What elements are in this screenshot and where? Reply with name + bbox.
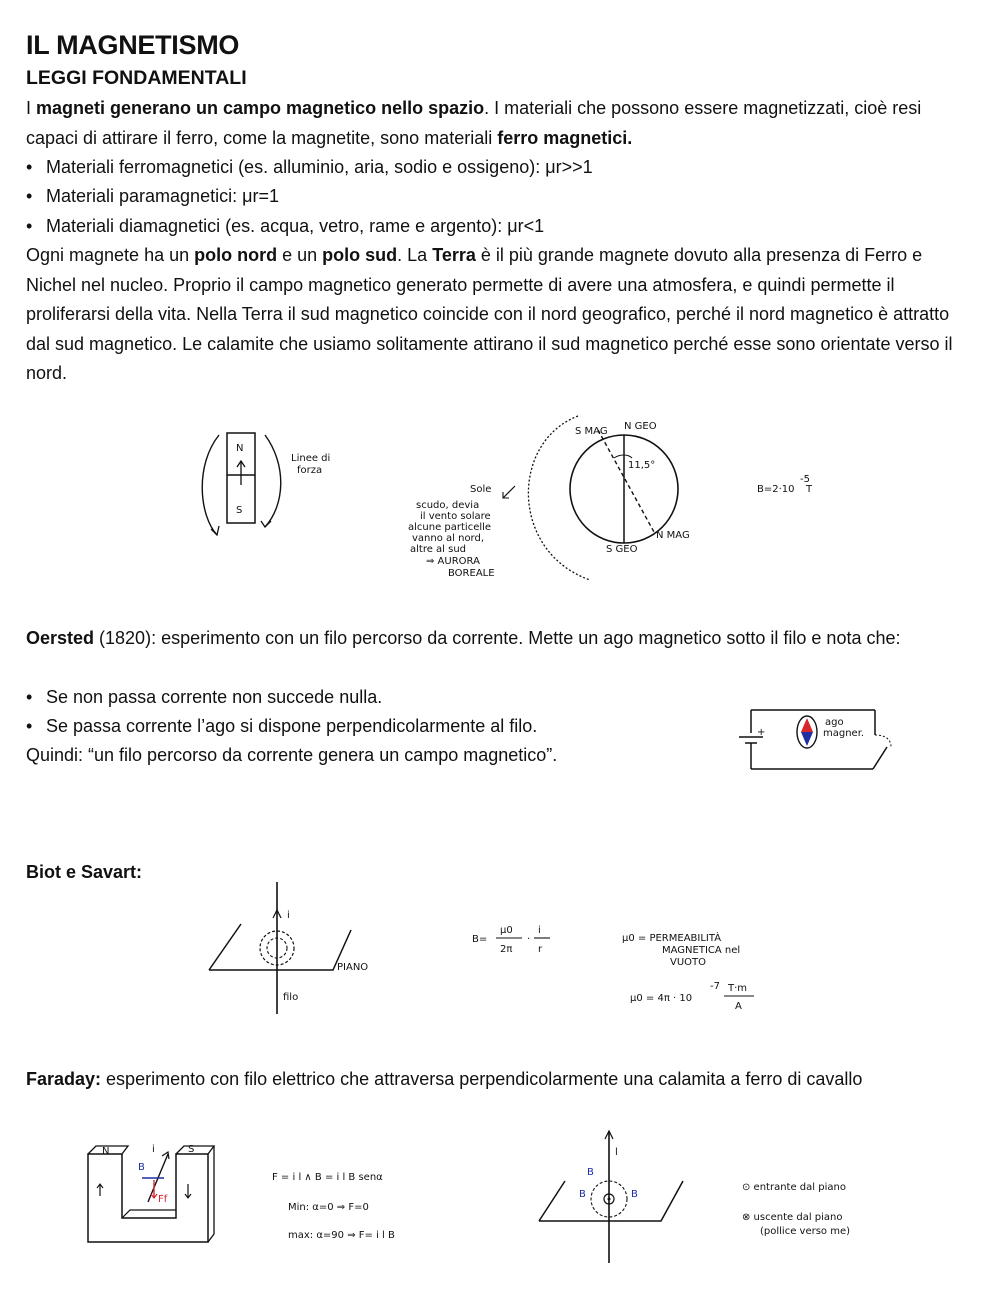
- svg-text:B=2·10: B=2·10: [757, 484, 795, 495]
- svg-text:scudo, devia: scudo, devia: [416, 500, 480, 511]
- north-label: N: [236, 443, 244, 454]
- faraday-force-formulas: [270, 1160, 450, 1250]
- svg-text:T·m: T·m: [728, 983, 748, 994]
- permeability-definition: [620, 925, 790, 1020]
- faraday-magnet-sketch: [80, 1140, 220, 1250]
- svg-text:B: B: [579, 1189, 586, 1200]
- svg-text:altre al sud: altre al sud: [410, 544, 467, 555]
- faraday-paragraph: Faraday: esperimento con filo elettrico che attraversa perpendicolarmente una calamita a ferro di cavallo: [26, 1069, 863, 1089]
- svg-text:max: α=90 ⇒ F= i l B: max: α=90 ⇒ F= i l B: [288, 1230, 395, 1241]
- list-item: • Se non passa corrente non succede nulla.: [26, 687, 383, 707]
- needle-label: ago: [825, 717, 844, 728]
- svg-text:-7: -7: [710, 981, 720, 992]
- svg-text:⊙ entrante dal piano: ⊙ entrante dal piano: [742, 1182, 846, 1193]
- list-item: • Materiali ferromagnetici (es. alluminio, aria, sodio e ossigeno): μr>>1: [26, 157, 593, 177]
- needle-north-red: [801, 718, 813, 732]
- biot-savart-wire-sketch: [205, 880, 385, 1020]
- svg-text:F = i l ∧ B = i l B senα: F = i l ∧ B = i l B senα: [272, 1172, 383, 1183]
- svg-text:alcune particelle: alcune particelle: [408, 522, 492, 533]
- list-item: • Se passa corrente l’ago si dispone perpendicolarmente al filo.: [26, 716, 538, 736]
- svg-text:BOREALE: BOREALE: [448, 568, 495, 579]
- poles-paragraph: Ogni magnete ha un polo nord e un polo sud. La Terra è il più grande magnete dovuto alla presenza di Ferro e Nichel nel nucleo. Proprio il campo magnetico generato permette di avere una atmosfera, e quindi permette il proliferarsi della vita. Nella Terra il sud magnetico coincide con il nord geografico, perché il nord magnetico è attratto dal sud magnetico. Le calamite che usiamo solitamente attirano il sud magnetico perché esse sono orientate verso il nord.: [26, 245, 953, 383]
- svg-text:r: r: [538, 944, 543, 955]
- svg-text:VUOTO: VUOTO: [670, 957, 707, 968]
- svg-text:(pollice verso me): (pollice verso me): [760, 1226, 851, 1237]
- biot-heading: Biot e Savart:: [26, 862, 143, 882]
- north-label: N: [102, 1146, 110, 1157]
- svg-text:μ0 = 4π · 10: μ0 = 4π · 10: [630, 993, 693, 1004]
- svg-text:T: T: [806, 484, 813, 495]
- intro-paragraph: I magneti generano un campo magnetico nello spazio. I materiali che possono essere magnetizzati, cioè resi capaci di attirare il ferro, come la magnetite, sono materiali ferro magnetici.: [26, 98, 922, 148]
- svg-text:·: ·: [527, 934, 531, 945]
- svg-text:MAGNETICA nel: MAGNETICA nel: [662, 945, 741, 956]
- solar-wind-note: [408, 500, 495, 579]
- list-item: • Materiali paramagnetici: μr=1: [26, 186, 279, 206]
- angle-label: 11,5°: [628, 460, 656, 471]
- field-vector-label: B: [138, 1162, 145, 1173]
- wire-label: filo: [283, 992, 299, 1003]
- current-label: i: [152, 1144, 155, 1155]
- south-label: S: [236, 505, 243, 516]
- earth-field-value: [755, 472, 835, 502]
- svg-text:⊗ uscente dal piano: ⊗ uscente dal piano: [742, 1212, 843, 1223]
- svg-text:+: +: [757, 727, 766, 738]
- faraday-legend: [740, 1170, 920, 1245]
- s-mag-label: S MAG: [575, 426, 608, 437]
- oersted-circuit-sketch: [735, 705, 905, 775]
- biot-savart-formula: [470, 920, 570, 960]
- svg-text:μ0 = PERMEABILITÀ: μ0 = PERMEABILITÀ: [622, 933, 722, 944]
- page-title: IL MAGNETISMO: [26, 30, 240, 60]
- needle-south-blue: [801, 732, 813, 746]
- svg-text:⇒ AURORA: ⇒ AURORA: [426, 556, 480, 567]
- svg-text:2π: 2π: [500, 944, 513, 955]
- section-heading: LEGGI FONDAMENTALI: [26, 67, 247, 89]
- svg-text:il vento solare: il vento solare: [420, 511, 491, 522]
- faraday-wire-plane-sketch: [535, 1125, 695, 1265]
- plane-label: PIANO: [337, 962, 369, 973]
- earth-magnetic-field-sketch: [400, 412, 730, 587]
- current-label: l: [615, 1147, 618, 1158]
- svg-text:B=: B=: [472, 934, 488, 945]
- field-lines-label-2: forza: [297, 465, 323, 476]
- south-label: S: [188, 1144, 195, 1155]
- needle-label-2: magner.: [823, 728, 865, 739]
- svg-text:B: B: [631, 1189, 638, 1200]
- n-mag-label: N MAG: [656, 530, 690, 541]
- n-geo-label: N GEO: [624, 421, 657, 432]
- svg-text:vanno al nord,: vanno al nord,: [412, 533, 485, 544]
- svg-text:Min: α=0 ⇒ F=0: Min: α=0 ⇒ F=0: [288, 1202, 369, 1213]
- field-lines-label: Linee di: [291, 453, 331, 464]
- svg-text:μ0: μ0: [500, 925, 513, 936]
- current-label: i: [287, 910, 290, 921]
- s-geo-label: S GEO: [606, 544, 638, 555]
- force-vector-label: Ff: [158, 1194, 168, 1205]
- oersted-conclusion: Quindi: “un filo percorso da corrente genera un campo magnetico”.: [26, 745, 558, 765]
- oersted-paragraph: Oersted (1820): esperimento con un filo percorso da corrente. Mette un ago magnetico sotto il filo e nota che:: [26, 628, 901, 648]
- svg-text:B: B: [587, 1167, 594, 1178]
- svg-text:i: i: [538, 925, 541, 936]
- svg-text:A: A: [735, 1001, 742, 1012]
- list-item: • Materiali diamagnetici (es. acqua, vetro, rame e argento): μr<1: [26, 216, 545, 236]
- bar-magnet-sketch: [195, 425, 355, 545]
- svg-text:-5: -5: [800, 474, 810, 485]
- sun-label: Sole: [470, 484, 492, 495]
